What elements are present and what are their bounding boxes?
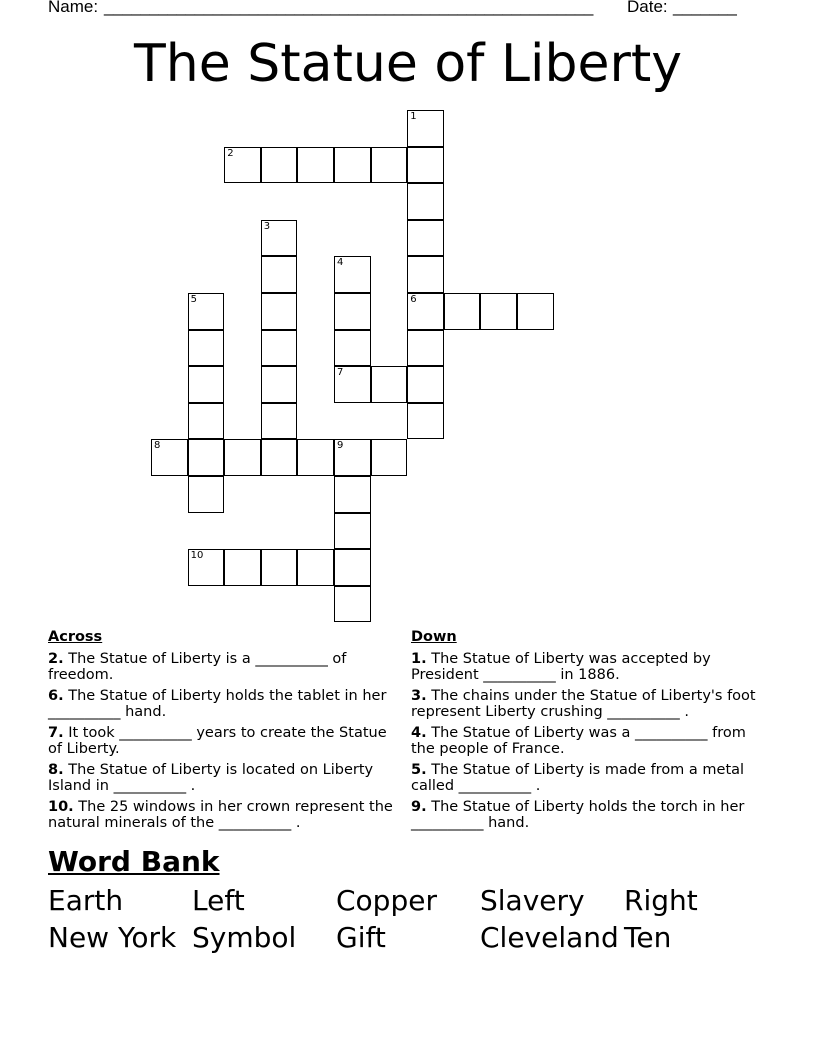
clue-number: 5. — [411, 761, 427, 778]
crossword-cell[interactable] — [261, 330, 298, 367]
across-heading: Across — [48, 629, 103, 645]
down-clues — [411, 629, 761, 836]
crossword-cell[interactable] — [188, 293, 225, 330]
down-clue — [411, 651, 761, 684]
word-bank-item: Symbol — [192, 921, 297, 954]
word-bank-item: Earth — [48, 884, 124, 917]
crossword-cell[interactable] — [188, 330, 225, 367]
clue-text: The Statue of Liberty is located on Liberty Island in __________ . — [48, 761, 374, 794]
crossword-cell[interactable] — [224, 439, 261, 476]
page-title: The Statue of Liberty — [134, 34, 682, 94]
crossword-cell[interactable] — [261, 366, 298, 403]
word-bank-item: Gift — [336, 921, 386, 954]
crossword-cell[interactable] — [261, 220, 298, 257]
crossword-cell[interactable] — [188, 476, 225, 513]
crossword-cell[interactable] — [407, 293, 444, 330]
clue-text: The Statue of Liberty holds the tablet in her __________ hand. — [48, 687, 387, 720]
crossword-cell[interactable] — [407, 403, 444, 440]
crossword-cell[interactable] — [261, 256, 298, 293]
down-clue — [411, 799, 761, 832]
crossword-cell[interactable] — [261, 403, 298, 440]
word-bank-item: Cleveland — [480, 921, 619, 954]
across-clues — [48, 629, 393, 836]
crossword-cell[interactable] — [407, 330, 444, 367]
word-bank-item: Slavery — [480, 884, 585, 917]
clue-number: 2. — [48, 650, 64, 667]
clue-text: The Statue of Liberty is a __________ of freedom. — [48, 650, 347, 683]
crossword-cell[interactable] — [224, 549, 261, 586]
clue-number: 9. — [411, 798, 427, 815]
cell-number: 5 — [190, 294, 197, 305]
clue-text: The Statue of Liberty was a __________ from the people of France. — [411, 724, 746, 757]
clue-text: The Statue of Liberty is made from a metal called __________ . — [411, 761, 745, 794]
across-clue — [48, 762, 393, 795]
crossword-cell[interactable] — [371, 439, 408, 476]
crossword-cell[interactable] — [407, 183, 444, 220]
crossword-cell[interactable] — [297, 147, 334, 184]
down-clue — [411, 725, 761, 758]
crossword-cell[interactable] — [261, 439, 298, 476]
word-bank-item: Right — [624, 884, 698, 917]
across-clue — [48, 651, 393, 684]
cell-number: 7 — [337, 367, 344, 379]
crossword-cell[interactable] — [261, 549, 298, 586]
crossword-cell[interactable] — [297, 439, 334, 476]
crossword-cell[interactable] — [188, 439, 225, 476]
crossword-cell[interactable] — [334, 439, 371, 476]
crossword-cell[interactable] — [517, 293, 554, 330]
crossword-cell[interactable] — [334, 549, 371, 586]
crossword-cell[interactable] — [334, 147, 371, 184]
crossword-cell[interactable] — [407, 147, 444, 184]
across-clue — [48, 725, 393, 758]
cell-number: 6 — [410, 294, 417, 305]
cell-number: 9 — [337, 440, 344, 452]
crossword-cell[interactable] — [407, 366, 444, 403]
crossword-cell[interactable] — [480, 293, 517, 330]
crossword-cell[interactable] — [334, 293, 371, 330]
cell-number: 10 — [190, 550, 204, 562]
crossword-cell[interactable] — [334, 330, 371, 367]
down-clue — [411, 688, 761, 721]
crossword-cell[interactable] — [444, 293, 481, 330]
crossword-cell[interactable] — [407, 220, 444, 257]
down-heading: Down — [411, 629, 457, 645]
clue-number: 4. — [411, 724, 427, 741]
clue-number: 3. — [411, 687, 427, 704]
clue-number: 8. — [48, 761, 64, 778]
down-clue — [411, 762, 761, 795]
cell-number: 8 — [154, 440, 161, 452]
crossword-cell[interactable] — [261, 293, 298, 330]
crossword-cell[interactable] — [334, 256, 371, 293]
clue-text: The Statue of Liberty was accepted by President __________ in 1886. — [411, 650, 711, 683]
name-label: Name: — [48, 0, 99, 16]
crossword-cell[interactable] — [371, 147, 408, 184]
clue-text: The 25 windows in her crown represent the natural minerals of the __________ . — [48, 798, 393, 831]
clue-text: The chains under the Statue of Liberty's foot represent Liberty crushing __________ . — [411, 687, 756, 720]
crossword-cell[interactable] — [407, 256, 444, 293]
date-field[interactable]: _______ — [673, 0, 737, 16]
clue-number: 6. — [48, 687, 64, 704]
date-label: Date: — [627, 0, 668, 16]
crossword-cell[interactable] — [334, 366, 371, 403]
word-bank-item: New York — [48, 921, 177, 954]
cell-number: 4 — [337, 257, 344, 269]
clue-number: 1. — [411, 650, 427, 667]
word-bank-item: Copper — [336, 884, 437, 917]
clue-text: It took __________ years to create the Statue of Liberty. — [48, 724, 387, 757]
crossword-cell[interactable] — [151, 439, 188, 476]
crossword-cell[interactable] — [188, 366, 225, 403]
crossword-cell[interactable] — [188, 549, 225, 586]
word-bank-heading: Word Bank — [48, 845, 220, 878]
clue-number: 7. — [48, 724, 64, 741]
crossword-cell[interactable] — [297, 549, 334, 586]
crossword-cell[interactable] — [407, 110, 444, 147]
clue-text: The Statue of Liberty holds the torch in her __________ hand. — [411, 798, 745, 831]
clue-number: 10. — [48, 798, 74, 815]
word-bank-item: Left — [192, 884, 245, 917]
crossword-cell[interactable] — [224, 147, 261, 184]
word-bank-item: Ten — [624, 921, 672, 954]
crossword-cell[interactable] — [371, 366, 408, 403]
crossword-cell[interactable] — [334, 513, 371, 550]
cell-number: 2 — [227, 147, 234, 159]
cell-number: 1 — [410, 111, 417, 122]
crossword-cell[interactable] — [334, 586, 371, 623]
crossword-cell[interactable] — [188, 403, 225, 440]
across-clue — [48, 688, 393, 721]
crossword-cell[interactable] — [261, 147, 298, 184]
crossword-cell[interactable] — [334, 476, 371, 513]
cell-number: 3 — [263, 220, 271, 232]
across-clue — [48, 799, 393, 832]
name-field[interactable]: ______________________________________________________ — [104, 0, 593, 16]
